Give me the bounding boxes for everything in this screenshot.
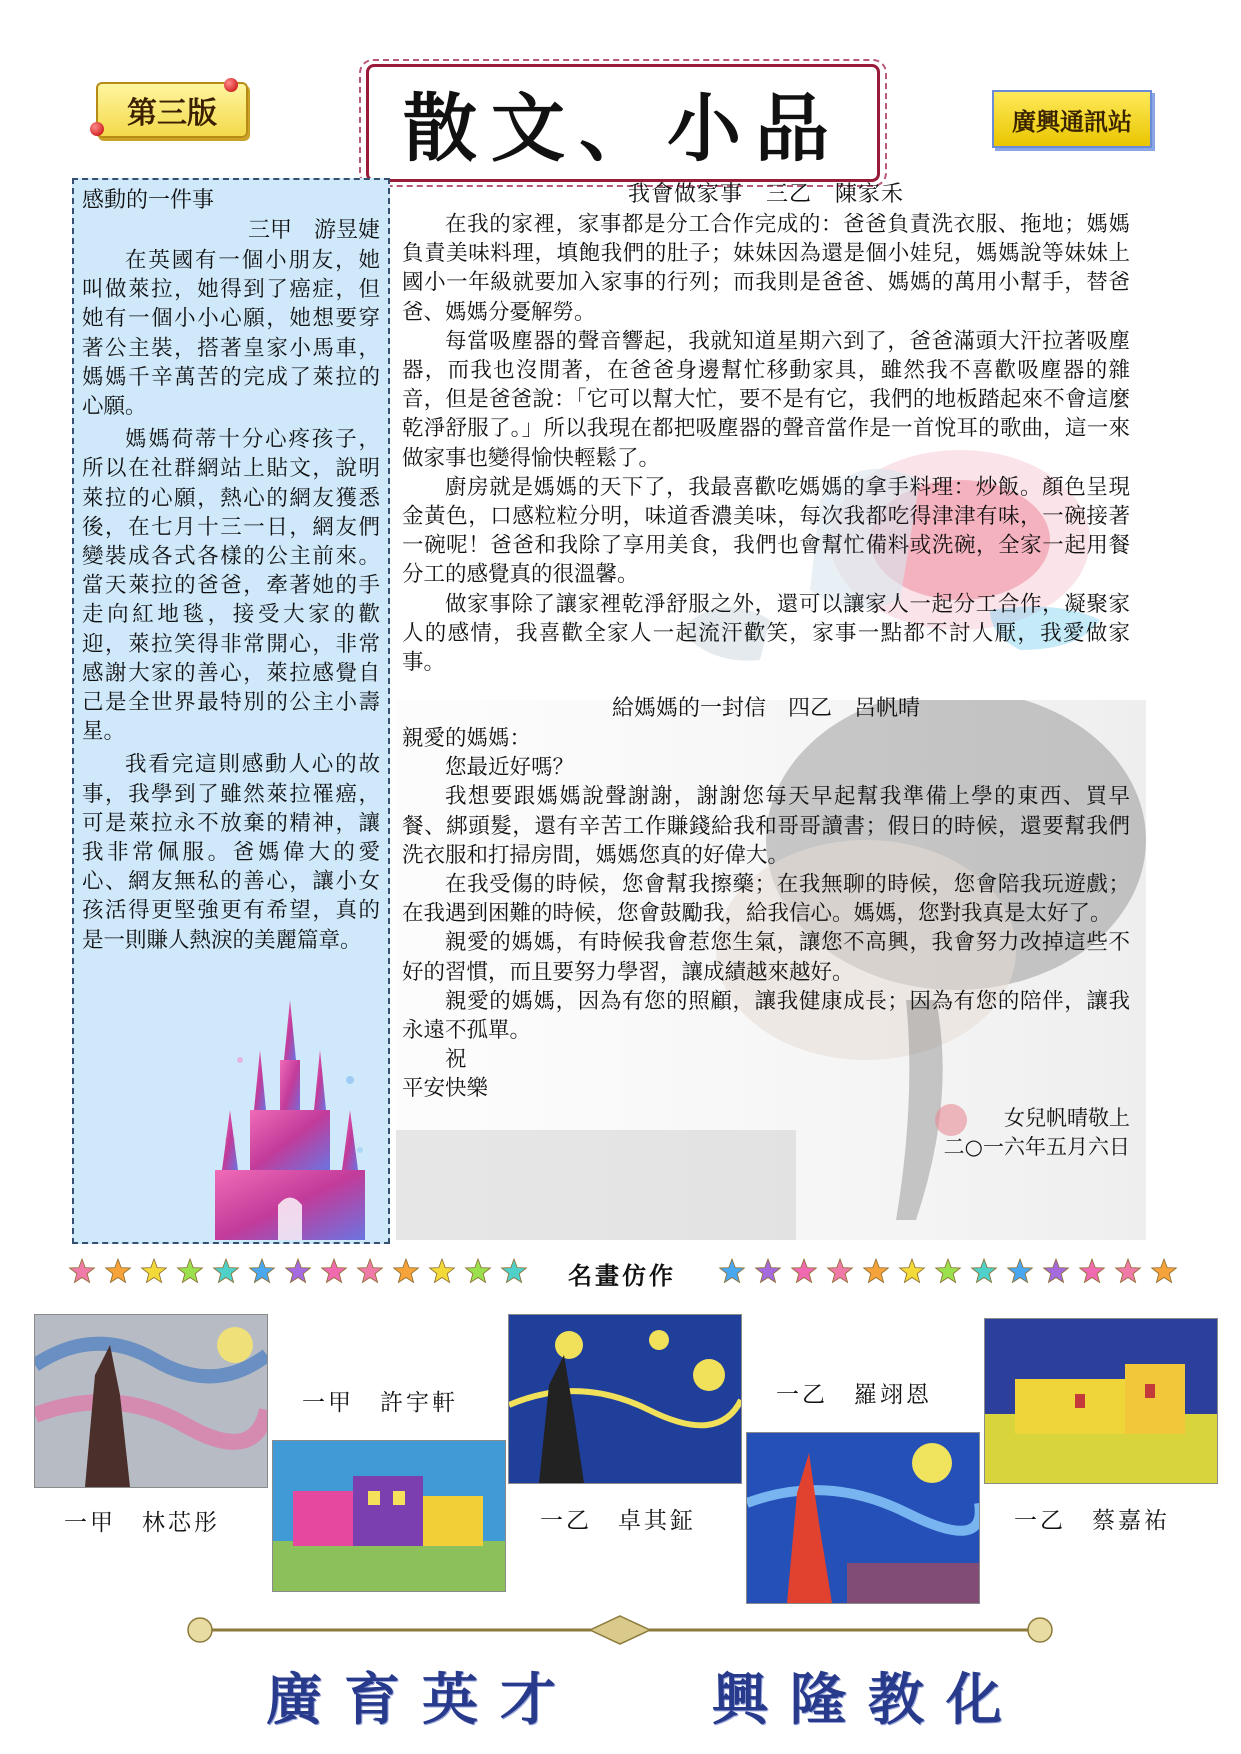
- caption-painting-5: 一乙 蔡嘉祐: [1014, 1508, 1170, 1534]
- edition-pin-icon: [90, 122, 104, 136]
- caption-painting-1: 一甲 林芯彤: [64, 1510, 220, 1536]
- letter-closing-wish: 平安快樂: [402, 1076, 489, 1102]
- household-chores-title: 我會做家事 三乙 陳家禾: [627, 182, 904, 207]
- star-icon: [502, 1259, 527, 1283]
- gallery-title: 名畫仿作: [568, 1261, 676, 1290]
- star-icon: [828, 1259, 853, 1283]
- star-icon: [1152, 1259, 1177, 1283]
- star-icon: [106, 1259, 131, 1283]
- left-article-paragraph: 在英國有一個小朋友，她叫做萊拉，她得到了癌症，但她有一個小小心願，她想要穿著公主裝，搭著皇家小馬車，媽媽千辛萬苦的完成了萊拉的心願。: [82, 248, 380, 420]
- star-icon: [358, 1259, 383, 1283]
- star-icon: [142, 1259, 167, 1283]
- letter-greeting: 您最近好嗎？: [445, 755, 575, 781]
- newsletter-badge-text: 廣興通訊站: [1012, 107, 1132, 136]
- star-icon: [1116, 1259, 1141, 1283]
- caption-painting-2: 一甲 許宇軒: [302, 1390, 458, 1416]
- letter-date: 二○一六年五月六日: [943, 1134, 1130, 1159]
- letter-paragraph: 我想要跟媽媽說聲謝謝，謝謝您每天早起幫我準備上學的東西、買早餐、綁頭髮，還有辛苦工作賺錢給我和哥哥讀書；假日的時候，還要幫我們洗衣服和打掃房間，媽媽您真的好偉大。: [402, 784, 1130, 868]
- star-icon: [720, 1259, 745, 1283]
- painting-2: [272, 1440, 506, 1592]
- star-icon: [1080, 1259, 1105, 1283]
- star-icon: [756, 1259, 781, 1283]
- motto-right: 興隆教化: [712, 1667, 1024, 1733]
- letter-title: 給媽媽的一封信 四乙 呂帆晴: [611, 696, 920, 721]
- star-icon: [250, 1259, 275, 1283]
- letter-paragraph: 親愛的媽媽，因為有您的照顧，讓我健康成長；因為有您的陪伴，讓我永遠不孤單。: [402, 988, 1130, 1044]
- star-icon: [214, 1259, 239, 1283]
- painting-3: [508, 1314, 742, 1484]
- star-icon: [1008, 1259, 1033, 1283]
- letter-article: [402, 694, 1130, 1162]
- motto-left: 廣育英才: [266, 1667, 578, 1733]
- painting-4: [746, 1432, 980, 1604]
- footer-divider: [180, 1612, 1060, 1648]
- star-icon: [322, 1259, 347, 1283]
- edition-label: [96, 82, 248, 138]
- painting-5: [984, 1318, 1218, 1484]
- left-article-paragraph: 媽媽荷蒂十分心疼孩子，所以在社群網站上貼文，說明萊拉的心願，熱心的網友獲悉後，在七月十三一日，網友們變裝成各式各樣的公主前來。當天萊拉的爸爸，牽著她的手走向紅地毯，接受大家的歡迎，萊拉笑得非常開心，非常感謝大家的善心，萊拉感覺自己是全世界最特別的公主小壽星。: [82, 427, 380, 745]
- painting-1: [34, 1314, 268, 1488]
- star-icon: [972, 1259, 997, 1283]
- left-article-author: 三甲 游昱婕: [247, 218, 380, 243]
- letter-closing: 祝: [445, 1047, 467, 1073]
- star-icon: [394, 1259, 419, 1283]
- caption-painting-4: 一乙 羅翊恩: [776, 1382, 932, 1408]
- star-icon: [70, 1259, 95, 1283]
- household-chores-paragraph: 做家事除了讓家裡乾淨舒服之外，還可以讓家人一起分工合作，凝聚家人的感情，我喜歡全家人一起流汗歡笑，家事一點都不討人厭，我愛做家事。: [402, 591, 1130, 676]
- letter-paragraph: 親愛的媽媽，有時候我會惹您生氣，讓您不高興，我會努力改掉這些不好的習慣，而且要努力學習，讓成績越來越好。: [402, 930, 1130, 985]
- letter-signature: 女兒帆晴敬上: [1004, 1105, 1130, 1130]
- star-icon: [864, 1259, 889, 1283]
- page-title-text: 散文、小品: [403, 86, 843, 172]
- star-icon: [178, 1259, 203, 1283]
- star-icon: [466, 1259, 491, 1283]
- household-chores-paragraph: 在我的家裡，家事都是分工合作完成的：爸爸負責洗衣服、拖地；媽媽負責美味料理，填飽我們的肚子；妹妹因為還是個小娃兒，媽媽說等妹妹上國小一年級就要加入家事的行列；而我則是爸爸、媽媽的萬用小幫手，替爸爸、媽媽分憂解勞。: [402, 212, 1130, 325]
- left-article-title: 感動的一件事: [82, 188, 215, 213]
- caption-painting-3: 一乙 卓其鉦: [540, 1508, 696, 1534]
- star-icon: [792, 1259, 817, 1283]
- star-icon: [900, 1259, 925, 1283]
- left-article-paragraph: 我看完這則感動人心的故事，我學到了雖然萊拉罹癌，可是萊拉永不放棄的精神，讓我非常佩服。爸媽偉大的愛心、網友無私的善心，讓小女孩活得更堅強更有希望，真的是一則賺人熱淚的美麗篇章。: [82, 752, 380, 953]
- page-title: [366, 64, 880, 182]
- star-icon: [430, 1259, 455, 1283]
- star-icon: [1044, 1259, 1069, 1283]
- star-icon: [286, 1259, 311, 1283]
- household-chores-paragraph: 每當吸塵器的聲音響起，我就知道星期六到了，爸爸滿頭大汗拉著吸塵器，而我也沒閒著，在爸爸身邊幫忙移動家具，雖然我不喜歡吸塵器的雜音，但是爸爸說：「它可以幫大忙，要不是有它，我們的地板踏起來不會這麼乾淨舒服了。」所以我現在都把吸塵器的聲音當作是一首悅耳的歌曲，這一來做家事也變得愉快輕鬆了。: [402, 328, 1130, 471]
- castle-illustration: [200, 1000, 380, 1240]
- household-chores-article: [402, 180, 1130, 677]
- letter-salutation: 親愛的媽媽：: [402, 726, 532, 751]
- household-chores-paragraph: 廚房就是媽媽的天下了，我最喜歡吃媽媽的拿手料理：炒飯。顏色呈現金黃色，口感粒粒分明，味道香濃美味，每次我都吃得津津有味，一碗接著一碗呢！爸爸和我除了享用美食，我們也會幫忙備料或洗碗，全家一起用餐分工的感覺真的很溫馨。: [402, 474, 1130, 588]
- star-icon: [936, 1259, 961, 1283]
- edition-pin-icon: [224, 78, 238, 92]
- edition-text: 第三版: [127, 96, 217, 131]
- letter-paragraph: 在我受傷的時候，您會幫我擦藥；在我無聊的時候，您會陪我玩遊戲；在我遇到困難的時候，您會鼓勵我，給我信心。媽媽，您對我真是太好了。: [402, 872, 1130, 927]
- newsletter-badge: [992, 90, 1152, 148]
